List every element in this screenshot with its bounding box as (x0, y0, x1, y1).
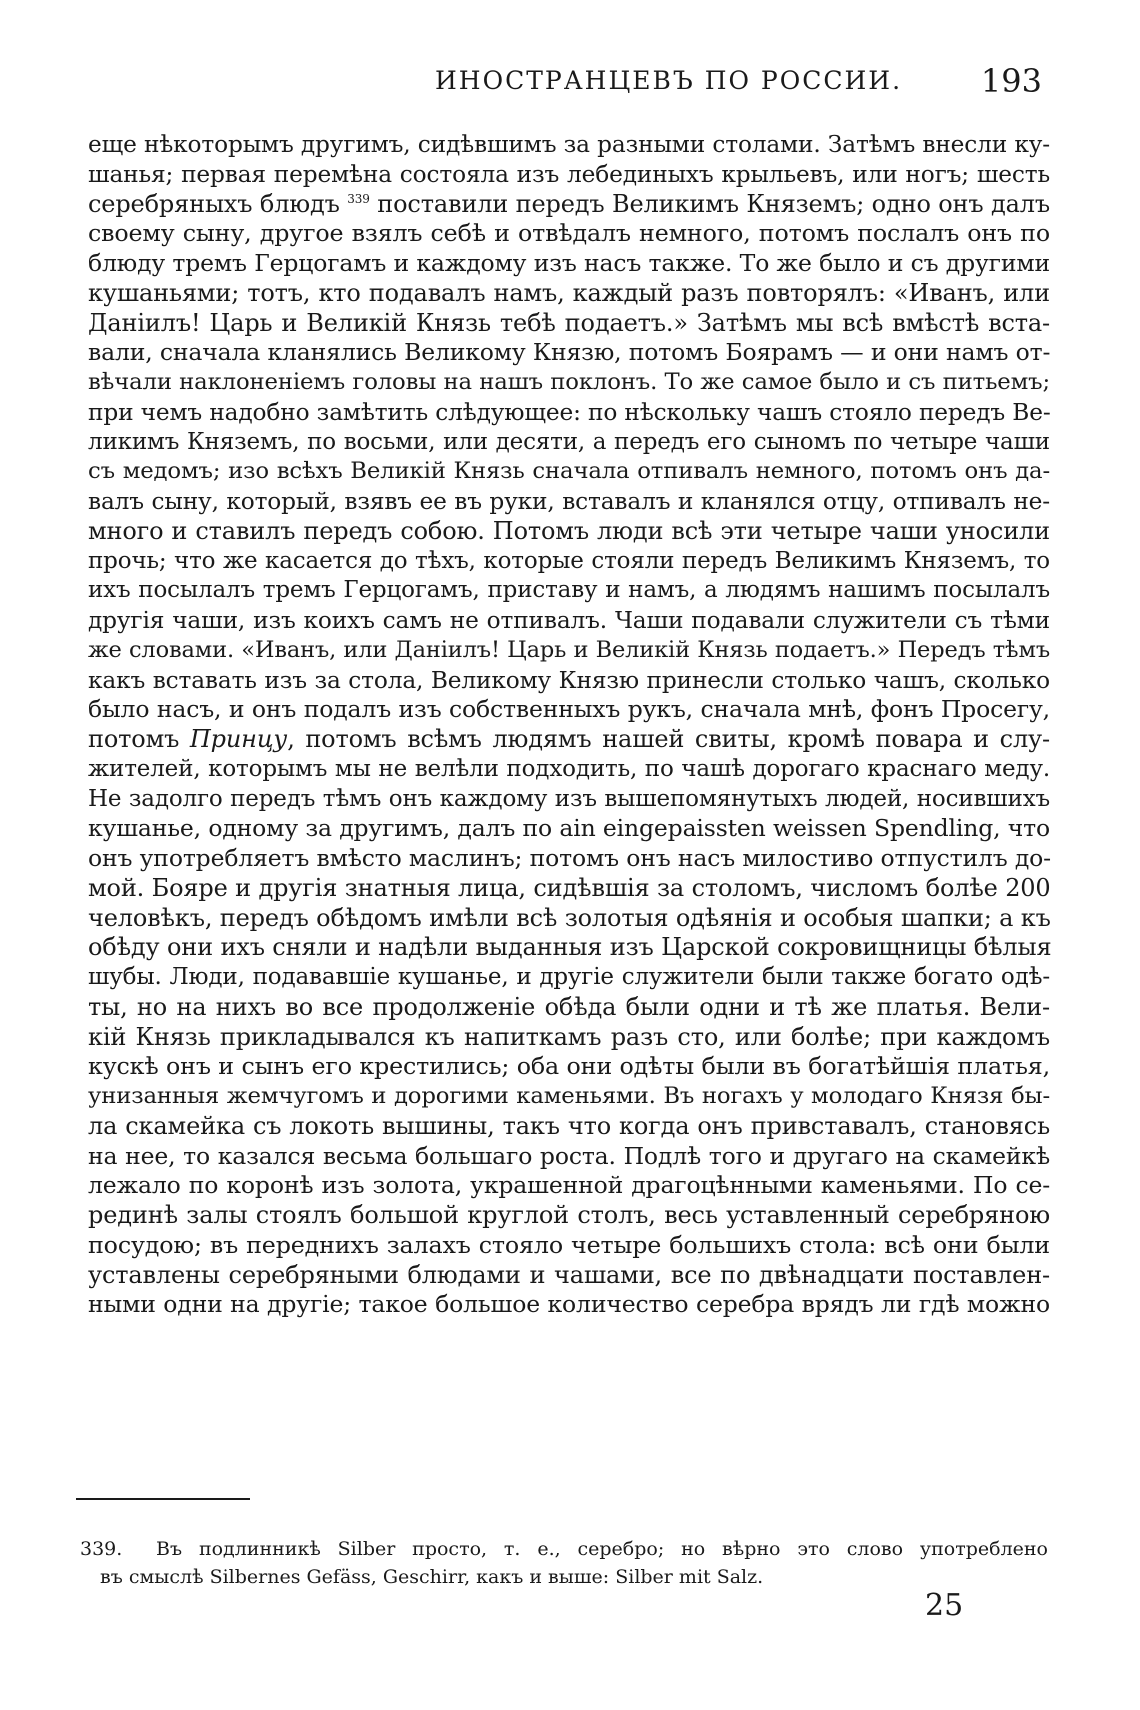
text-line: вѣчали наклоненіемъ головы на нашъ поклонъ. То же самое было и съ питьемъ; (88, 369, 1050, 395)
text-line: жителей, которымъ мы не велѣли подходить, по чашѣ дорогаго краснаго меду. (88, 755, 1050, 782)
text-line: посудою; въ переднихъ залахъ стояло четыре большихъ стола: всѣ они были (88, 1230, 1050, 1259)
text-line: своему сыну, другое взялъ себѣ и отвѣдалъ немного, потомъ послалъ онъ по (88, 219, 1050, 248)
text-line: унизанныя жемчугомъ и дорогими каменьями. Въ ногахъ у молодаго Князя бы- (88, 1083, 1050, 1109)
running-head: ИНОСТРАНЦЕВЪ ПО РОССИИ. (435, 66, 903, 95)
text-line: шубы. Люди, подававшіе кушанье, и другіе служители были также богато одѣ- (88, 964, 1050, 990)
text-line: на нее, то казался весьма большаго роста. Подлѣ того и другаго на скамейкѣ (88, 1141, 1050, 1170)
footnote-separator (76, 1498, 250, 1500)
text-fragment: поставили передъ Великимъ Княземъ; одно онъ далъ (377, 189, 1050, 218)
text-line: онъ употребляетъ вмѣсто маслинъ; потомъ онъ насъ милостиво отпустилъ до- (88, 844, 1051, 872)
text-line: кушанье, одному за другимъ, далъ по ain eingepaissten weissen Spendling, что (88, 814, 1050, 843)
text-line: Не задолго передъ тѣмъ онъ каждому изъ вышепомянутыхъ людей, носившихъ (88, 785, 1050, 812)
text-line: съ медомъ; изо всѣхъ Великій Князь сначала отпивалъ немного, потомъ онъ да- (88, 458, 1050, 485)
text-line: при чемъ надобно замѣтить слѣдующее: по нѣскольку чашъ стояло передъ Ве- (88, 398, 1051, 426)
italic-word: Принцу (189, 725, 288, 753)
text-line (88, 725, 1050, 755)
text-line: было насъ, и онъ подалъ изъ собственныхъ рукъ, сначала мнѣ, фонъ Просегу, (88, 695, 1050, 724)
signature-mark: 25 (925, 1588, 964, 1623)
text-line: другія чаши, изъ коихъ самъ не отпивалъ. Чаши подавали служители съ тѣми (88, 607, 1050, 634)
footnote-line: въ смыслѣ Silbernes Gefäss, Geschirr, какъ и выше: Silber mit Salz. (100, 1566, 764, 1588)
footnote-reference[interactable]: 339 (347, 191, 370, 206)
text-line: ты, но на нихъ во все продолженіе обѣда были одни и тѣ же платья. Вели- (88, 992, 1050, 1021)
text-line: какъ вставать изъ за стола, Великому Князю принесли столько чашъ, сколько (88, 666, 1050, 694)
text-line: кускѣ онъ и сынъ его крестились; оба они одѣты были въ богатѣйшія платья, (88, 1052, 1050, 1081)
text-fragment: , потомъ всѣмъ людямъ нашей свиты, кромѣ повара и слу- (287, 725, 1050, 753)
text-line: блюду тремъ Герцогамъ и каждому изъ насъ также. То же было и съ другими (88, 249, 1050, 277)
footnote-text: Въ подлинникѣ Silber просто, т. е., серебро; но вѣрно это слово употреблено (156, 1538, 1048, 1560)
text-line: человѣкъ, передъ обѣдомъ имѣли всѣ золотыя одѣянія и особыя шапки; а къ (88, 903, 1051, 932)
text-line (88, 190, 1050, 220)
text-line: уставлены серебряными блюдами и чашами, все по двѣнадцати поставлен- (88, 1260, 1050, 1289)
text-line: кушаньями; тотъ, кто подавалъ намъ, каждый разъ повторялъ: «Иванъ, или (88, 278, 1050, 307)
text-line: мой. Бояре и другія знатныя лица, сидѣвшія за столомъ, числомъ болѣе 200 (88, 873, 1051, 902)
text-fragment: серебряныхъ блюдъ (88, 189, 340, 218)
text-line: ными одни на другіе; такое большое количество серебра врядъ ли гдѣ можно (88, 1290, 1050, 1319)
text-line: ликимъ Княземъ, по восьми, или десяти, а передъ его сыномъ по четыре чаши (88, 428, 1050, 455)
text-line: прочь; что же касается до тѣхъ, которые стояли передъ Великимъ Княземъ, то (88, 547, 1050, 574)
footnote-line (80, 1535, 1048, 1563)
text-line: ихъ посылалъ тремъ Герцогамъ, приставу и намъ, а людямъ нашимъ посылалъ (88, 577, 1050, 604)
body-text (88, 130, 1050, 1350)
text-line: рединѣ залы стоялъ большой круглой столъ, весь уставленный серебряною (88, 1201, 1050, 1229)
text-line: лежало по коронѣ изъ золота, украшенной драгоцѣнными каменьями. По се- (88, 1171, 1050, 1200)
text-line: обѣду они ихъ сняли и надѣли выданныя изъ Царской сокровищницы бѣлыя (88, 933, 1052, 962)
text-line: еще нѣкоторымъ другимъ, сидѣвшимъ за разными столами. Затѣмъ внесли ку- (88, 131, 1050, 158)
text-line: кій Князь прикладывался къ напиткамъ разъ сто, или болѣе; при каждомъ (88, 1022, 1050, 1051)
text-line: шанья; первая перемѣна состояла изъ лебединыхъ крыльевъ, или ногъ; шесть (88, 160, 1050, 188)
page-number: 193 (980, 62, 1042, 100)
text-line: вали, сначала кланялись Великому Князю, потомъ Боярамъ — и они намъ от- (88, 338, 1051, 367)
text-line: Даніилъ! Царь и Великій Князь тебѣ подаетъ.» Затѣмъ мы всѣ вмѣстѣ вста- (88, 308, 1050, 337)
text-line: ла скамейка съ локоть вышины, такъ что когда онъ привставалъ, становясь (88, 1111, 1050, 1140)
footnote-number: 339. (80, 1538, 123, 1560)
text-line: валъ сыну, который, взявъ ее въ руки, вставалъ и кланялся отцу, отпивалъ не- (88, 488, 1050, 515)
text-line: же словами. «Иванъ, или Даніилъ! Царь и Великій Князь подаетъ.» Передъ тѣмъ (88, 636, 1050, 663)
text-fragment: потомъ (88, 725, 180, 753)
page-header (90, 62, 1050, 102)
text-line (88, 1320, 1050, 1350)
footnote (80, 1535, 1048, 1591)
text-line: много и ставилъ передъ собою. Потомъ люди всѣ эти четыре чаши уносили (88, 516, 1050, 545)
